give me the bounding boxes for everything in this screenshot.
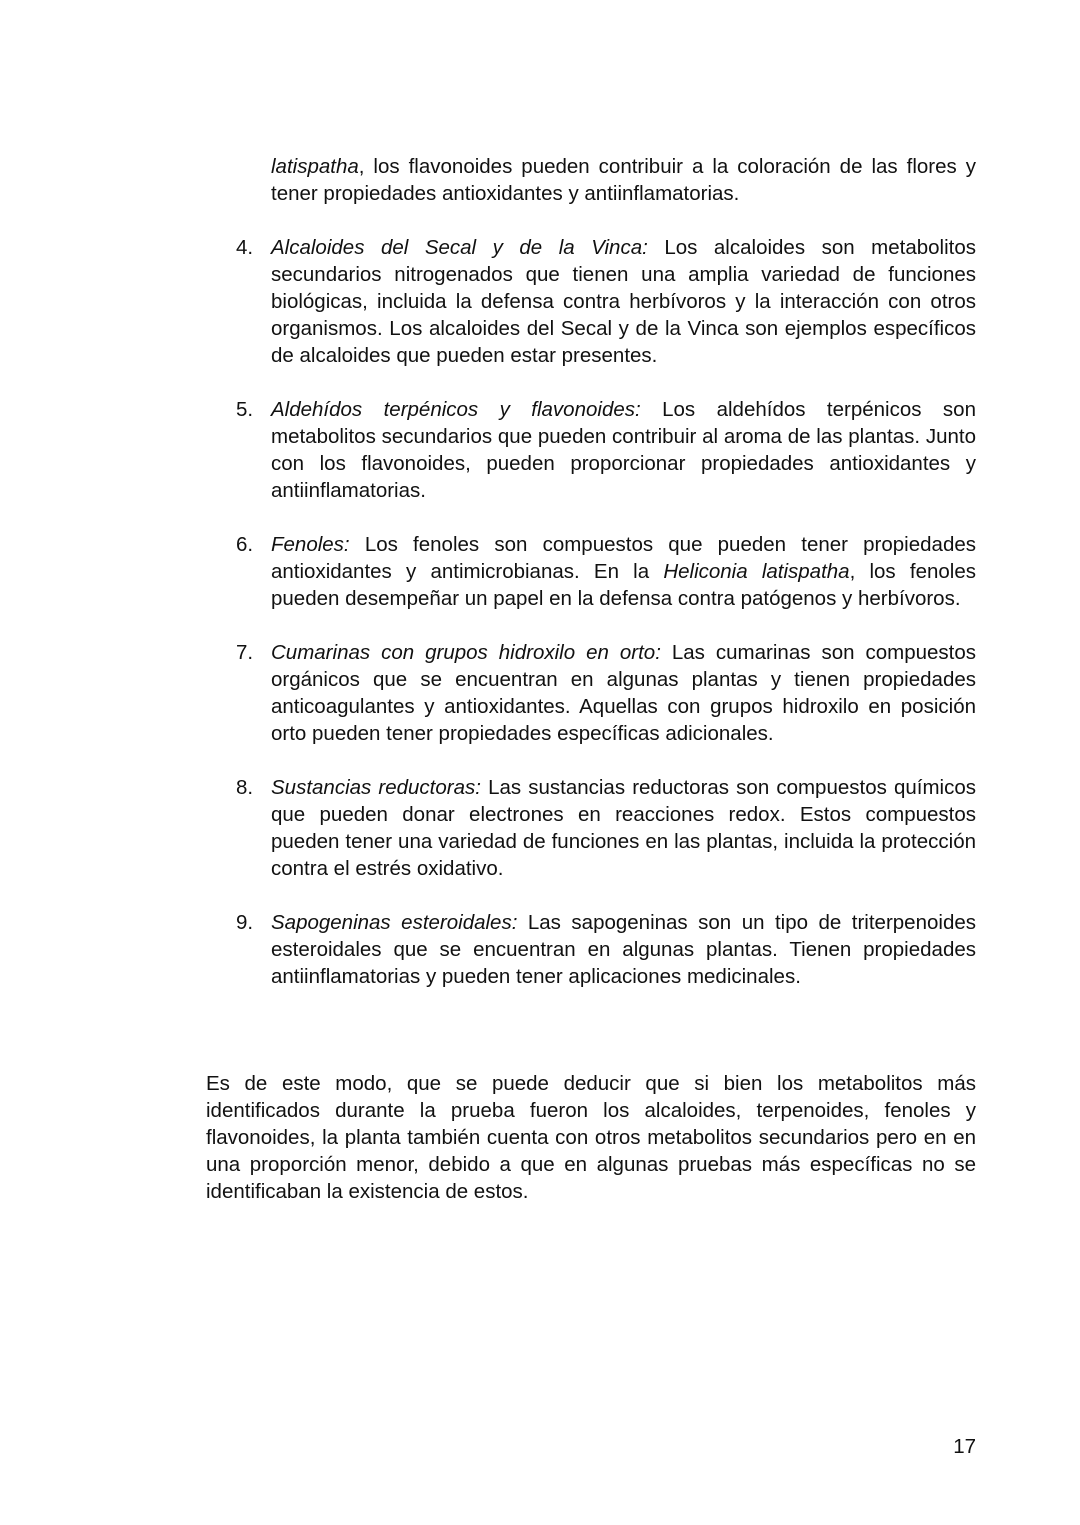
- list-item-body: , los fenoles pueden desempeñar un papel en la defensa contra patógenos y herbívoros.: [271, 560, 976, 610]
- list-item-body: Las sustancias reductoras son compuestos químicos que pueden donar electrones en reacciones redox. Estos compuestos pueden tener una variedad de funciones en las plantas, incluida la protección contra el estrés oxidativo.: [271, 776, 977, 880]
- list-item-title: Cumarinas con grupos hidroxilo en orto:: [271, 641, 661, 664]
- list-item-body: Las cumarinas son compuestos orgánicos que se encuentran en algunas plantas y tienen propiedades anticoagulantes y antioxidantes. Aquellas con grupos hidroxilo en posición orto pueden tener propiedades específicas adicionales.: [271, 641, 977, 745]
- list-item-number: 5.: [236, 398, 254, 421]
- list-item-body: Los alcaloides son metabolitos secundarios nitrogenados que tienen una amplia variedad de funciones biológicas, incluida la defensa contra herbívoros y la interacción con otros organismos. Los alcaloides del Secal y de la Vinca son ejemplos específicos de alcaloides que pueden estar presentes.: [271, 236, 976, 367]
- list-item: [236, 396, 976, 504]
- list-item-body: Las sapogeninas son un tipo de triterpenoides esteroidales que se encuentran en algunas plantas. Tienen propiedades antiinflamatorias y pueden tener aplicaciones medicinales.: [271, 911, 976, 988]
- list-item: [236, 531, 976, 612]
- list-item: [236, 774, 977, 882]
- list-item-number: 8.: [236, 776, 254, 799]
- list-item-body: Los aldehídos terpénicos son metabolitos secundarios que pueden contribuir al aroma de las plantas. Junto con los flavonoides, pueden proporcionar propiedades antioxidantes y antiinflamatorias.: [271, 398, 976, 502]
- species-name: latispatha: [271, 155, 359, 178]
- continuation-text: , los flavonoides pueden contribuir a la coloración de las flores y tener propiedades antioxidantes y antiinflamatorias.: [271, 155, 976, 205]
- list-item-title: Sustancias reductoras:: [271, 776, 481, 799]
- list-item: [236, 234, 976, 369]
- list-item: [236, 639, 977, 747]
- continuation-paragraph: [271, 153, 976, 207]
- list-item: [236, 909, 976, 990]
- list-item-title: Aldehídos terpénicos y flavonoides:: [271, 398, 641, 421]
- list-item-number: 6.: [236, 533, 254, 556]
- list-item-number: 9.: [236, 911, 254, 934]
- species-name: Heliconia latispatha: [663, 560, 850, 583]
- list-item-number: 4.: [236, 236, 254, 259]
- metabolite-list: [236, 234, 977, 1017]
- list-item-title: Alcaloides del Secal y de la Vinca:: [271, 236, 648, 259]
- list-item-number: 7.: [236, 641, 254, 664]
- closing-paragraph: Es de este modo, que se puede deducir que si bien los metabolitos más identificados durante la prueba fueron los alcaloides, terpenoides, fenoles y flavonoides, la planta también cuenta con otros metabolitos secundarios pero en en una proporción menor, debido a que en algunas pruebas más específicas no se identificaban la existencia de estos.: [206, 1072, 976, 1203]
- list-item-body: Los fenoles son compuestos que pueden tener propiedades antioxidantes y antimicrobianas. En la: [271, 533, 976, 583]
- page-number: 17: [953, 1435, 976, 1458]
- list-item-title: Fenoles:: [271, 533, 350, 556]
- list-item-title: Sapogeninas esteroidales:: [271, 911, 518, 934]
